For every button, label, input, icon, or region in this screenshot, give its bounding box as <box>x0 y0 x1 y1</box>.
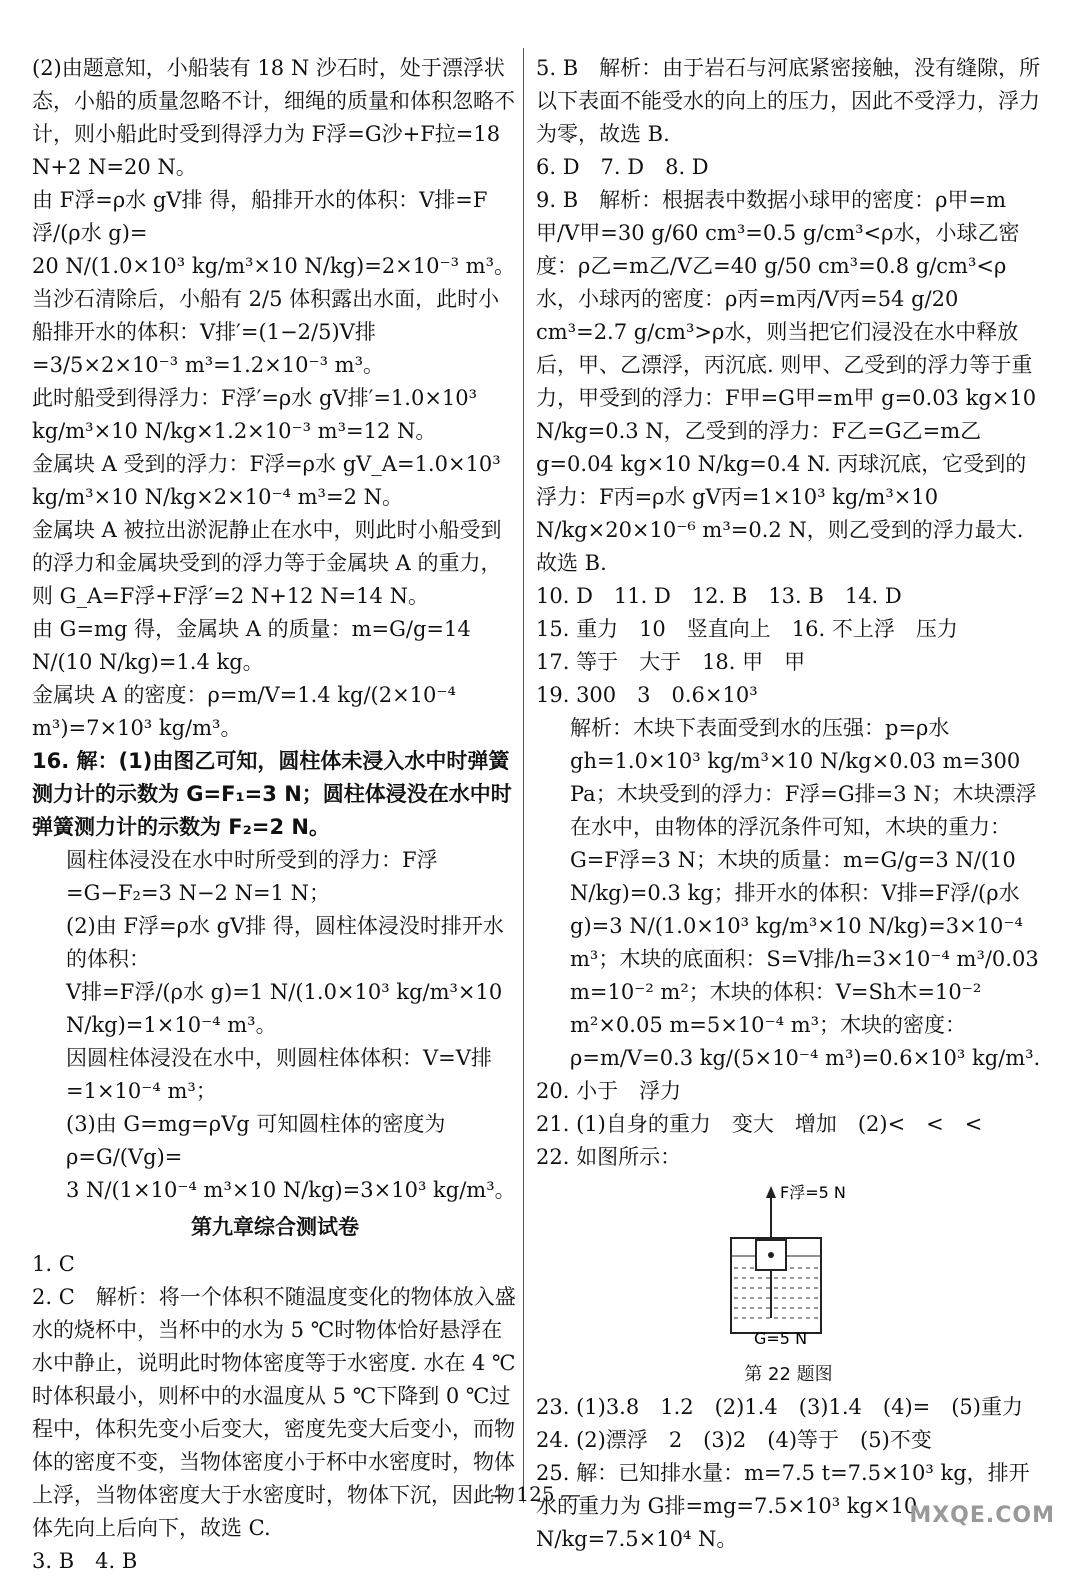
paragraph: 3 N/(1×10⁻⁴ m³×10 N/kg)=3×10³ kg/m³。 <box>66 1178 516 1202</box>
paragraph: 金属块 A 被拉出淤泥静止在水中，则此时小船受到的浮力和金属块受到的浮力等于金属块 A 的重力，则 G_A=F浮+F浮′=2 N+12 N=14 N。 <box>32 518 502 608</box>
answer-19: 19. 300 3 0.6×10³ <box>536 683 758 707</box>
paragraph: 20 N/(1.0×10³ kg/m³×10 N/kg)=2×10⁻³ m³。 <box>32 254 516 278</box>
paragraph: (3)由 G=mg=ρVg 可知圆柱体的密度为 ρ=G/(Vg)= <box>66 1112 446 1169</box>
paragraph: V排=F浮/(ρ水 g)=1 N/(1.0×10³ kg/m³×10 N/kg)=1×10⁻⁴ m³。 <box>66 980 503 1037</box>
question-16: 16. 解：(1)由图乙可知，圆柱体未浸入水中时弹簧测力计的示数为 G=F₁=3 N；圆柱体浸没在水中时弹簧测力计的示数为 F₂=2 N。 <box>32 749 512 839</box>
answer-24: 24. (2)漂浮 2 (3)2 (4)等于 (5)不变 <box>536 1428 932 1452</box>
question-2: 2. C 解析：将一个体积不随温度变化的物体放入盛水的烧杯中，当杯中的水为 5 ℃时物体恰好悬浮在水中静止，说明此时物体密度等于水密度. 水在 4 ℃时体积最小，则杯中的水温度从 5 ℃下降到 0 ℃过程中，体积先变小后变大，密度先变大后变小，而物体的密度不变，当物体密度小于杯中水密度时，物体上浮，当物体密度大于水密度时，物体下沉，因此物体先向上后向下，故选 C. <box>32 1285 516 1540</box>
buoyancy-label: F浮=5 N <box>780 1183 846 1202</box>
explanation-19: 解析：木块下表面受到水的压强：p=ρ水 gh=1.0×10³ kg/m³×10 N/kg×0.03 m=300 Pa；木块受到的浮力：F浮=G排=3 N；木块漂浮在水中，由物体的浮沉条件可知，木块的重力：G=F浮=3 N；木块的质量：m=G/g=3 N/(10 N/kg)=0.3 kg；排开水的体积：V排=F浮/(ρ水 g)=3 N/(1.0×10³ kg/m³×10 N/kg)=3×10⁻⁴ m³；木块的底面积：S=V排/h=3×10⁻⁴ m³/0.03 m=10⁻² m²；木块的体积：V=Sh木=10⁻² m²×0.05 m=5×10⁻⁴ m³；木块的密度：ρ=m/V=0.3 kg/(5×10⁻⁴ m³)=0.6×10³ kg/m³. <box>570 716 1041 1070</box>
answer-21: 21. (1)自身的重力 变大 增加 (2)< < < <box>536 1112 983 1136</box>
answer-20: 20. 小于 浮力 <box>536 1079 682 1103</box>
paragraph: 由 G=mg 得，金属块 A 的质量：m=G/g=14 N/(10 N/kg)=1.4 kg。 <box>32 617 471 674</box>
answers-15-16: 15. 重力 10 竖直向上 16. 不上浮 压力 <box>536 617 958 641</box>
water-hatching <box>734 1268 818 1318</box>
figure-caption: 第 22 题图 <box>744 1364 833 1385</box>
question-5: 5. B 解析：由于岩石与河底紧密接触，没有缝隙，所以下表面不能受水的向上的压力，因此不受浮力，浮力为零，故选 B. <box>536 56 1041 146</box>
gravity-label: G=5 N <box>754 1329 808 1348</box>
paragraph: (2)由 F浮=ρ水 gV排 得，圆柱体浸没时排开水的体积： <box>66 914 504 971</box>
right-column <box>536 52 1041 1556</box>
buoyancy-figure <box>726 1178 906 1348</box>
arrow-head-up <box>766 1186 776 1198</box>
paragraph: 此时船受到得浮力：F浮′=ρ水 gV排′=1.0×10³ kg/m³×10 N/kg×1.2×10⁻³ m³=12 N。 <box>32 386 478 443</box>
paragraph: 当沙石清除后，小船有 2/5 体积露出水面，此时小船排开水的体积：V排′=(1−2/5)V排=3/5×2×10⁻³ m³=1.2×10⁻³ m³。 <box>32 287 500 377</box>
page-number: — 125 — <box>490 1482 581 1506</box>
question-3-4: 3. B 4. B <box>32 1549 138 1573</box>
left-column <box>32 52 518 1578</box>
answer-22: 22. 如图所示： <box>536 1145 682 1169</box>
question-9: 9. B 解析：根据表中数据小球甲的密度：ρ甲=m甲/V甲=30 g/60 cm³=0.5 g/cm³<ρ水，小球乙密度：ρ乙=m乙/V乙=40 g/50 cm³=0.8 g/cm³<ρ水，小球丙的密度：ρ丙=m丙/V丙=54 g/20 cm³=2.7 g/cm³>ρ水，则当把它们浸没在水中释放后，甲、乙漂浮，丙沉底. 则甲、乙受到的浮力等于重力，甲受到的浮力：F甲=G甲=m甲 g=0.03 kg×10 N/kg=0.3 N，乙受到的浮力：F乙=G乙=m乙 g=0.04 kg×10 N/kg=0.4 N. 丙球沉底，它受到的浮力：F丙=ρ水 gV丙=1×10³ kg/m³×10 N/kg×20×10⁻⁶ m³=0.2 N，则乙受到的浮力最大. 故选 B. <box>536 188 1037 575</box>
watermark: MXQE.COM <box>909 1503 1055 1528</box>
answer-25: 25. 解：已知排水量：m=7.5 t=7.5×10³ kg，排开水的重力为 G排=mg=7.5×10³ kg×10 N/kg=7.5×10⁴ N。 <box>536 1461 1030 1551</box>
paragraph: 金属块 A 受到的浮力：F浮=ρ水 gV_A=1.0×10³ kg/m³×10 N/kg×2×10⁻⁴ m³=2 N。 <box>32 452 501 509</box>
paragraph: 圆柱体浸没在水中时所受到的浮力：F浮=G−F₂=3 N−2 N=1 N； <box>66 848 438 905</box>
paragraph: 金属块 A 的密度：ρ=m/V=1.4 kg/(2×10⁻⁴ m³)=7×10³ kg/m³。 <box>32 683 456 740</box>
answer-23: 23. (1)3.8 1.2 (2)1.4 (3)1.4 (4)= (5)重力 <box>536 1395 1023 1419</box>
question-1: 1. C <box>32 1252 75 1276</box>
answers-10-14: 10. D 11. D 12. B 13. B 14. D <box>536 584 902 608</box>
paragraph: (2)由题意知，小船装有 18 N 沙石时，处于漂浮状态，小船的质量忽略不计，细绳的质量和体积忽略不计，则小船此时受到得浮力为 F浮=G沙+F拉=18 N+2 N=20 N。 <box>32 56 515 179</box>
center-of-mass <box>768 1252 774 1258</box>
column-divider <box>523 48 524 1503</box>
paragraph: 由 F浮=ρ水 gV排 得，船排开水的体积：V排=F浮/(ρ水 g)= <box>32 188 488 245</box>
paragraph: 因圆柱体浸没在水中，则圆柱体体积：V=V排=1×10⁻⁴ m³； <box>66 1046 492 1103</box>
answers-17-18: 17. 等于 大于 18. 甲 甲 <box>536 650 806 674</box>
answers-6-8: 6. D 7. D 8. D <box>536 155 709 179</box>
section-heading: 第九章综合测试卷 <box>191 1215 359 1239</box>
